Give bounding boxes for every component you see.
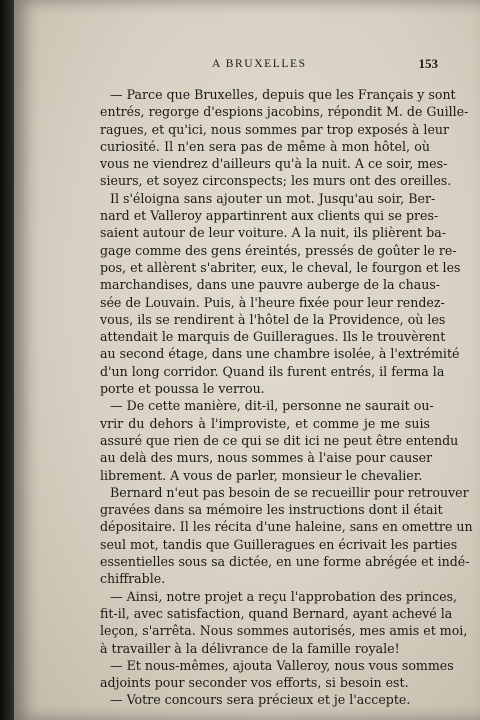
text-line: — Parce que Bruxelles, depuis que les Français y sont [110,87,456,102]
text-line: vous, ils se rendirent à l'hôtel de la Providence, où les [100,311,446,327]
text-line: — Votre concours sera précieux et je l'accepte. [110,692,411,708]
text-line: marchandises, dans une pauvre auberge de la chaus- [100,277,441,293]
text-line: chiffrable. [100,571,166,587]
text-line: vrir du dehors à l'improviste, et comme je me suis [100,415,430,431]
text-line: entrés, regorge d'espions jacobins, répondit M. de Guille- [100,104,469,120]
text-line: au delà des murs, nous sommes à l'aise pour causer [100,450,433,466]
text-line: porte et poussa le verrou. [100,381,265,397]
text-line: nard et Valleroy appartinrent aux clients qui se pres- [100,208,439,224]
page-header [14,58,480,78]
text-line: vous ne viendrez d'ailleurs qu'à la nuit. A ce soir, mes- [100,156,448,172]
running-title: A BRUXELLES [212,58,307,70]
text-line: d'un long corridor. Quand ils furent entrés, il ferma la [100,363,445,379]
text-line: essentielles sous sa dictée, en une forme abrégée et indé- [100,554,470,570]
text-line: — Ainsi, notre projet a reçu l'approbation des princes, [110,588,458,604]
text-line: gage comme des gens éreintés, pressés de goûter le re- [100,242,457,258]
text-line: au second étage, dans une chambre isolée, à l'extrémité [100,346,460,362]
text-line: seul mot, tandis que Guilleragues en écrivait les parties [100,536,458,552]
text-line: leçon, s'arrêta. Nous sommes autorisés, mes amis et moi, [100,623,468,639]
text-line: fit-il, avec satisfaction, quand Bernard, ayant achevé la [100,605,453,621]
book-page [14,0,480,720]
text-line: — De cette manière, dit-il, personne ne saurait ou- [110,398,434,414]
text-line: adjoints pour seconder vos efforts, si besoin est. [100,675,409,691]
text-line: librement. A vous de parler, monsieur le chevalier. [100,467,423,483]
text-line: saient autour de leur voiture. A la nuit, ils plièrent ba- [100,225,447,241]
text-line: Bernard n'eut pas besoin de se recueillir pour retrouver [110,484,469,500]
page-number: 153 [418,56,438,71]
body-text [100,86,473,709]
text-line: ragues, et qu'ici, nous sommes par trop exposés à leur [100,121,450,137]
text-line: assuré que rien de ce qui se dit ici ne peut être entendu [100,432,459,448]
text-line: — Et nous-mêmes, ajouta Valleroy, nous vous sommes [110,657,454,673]
text-line: sieurs, et soyez circonspects; les murs ont des oreilles. [100,173,452,189]
text-line: Il s'éloigna sans ajouter un mot. Jusqu'au soir, Ber- [110,190,436,206]
text-line: à travailler à la délivrance de la famille royale! [100,640,400,656]
text-line: gravées dans sa mémoire les instructions dont il était [100,502,443,518]
text-line: dépositaire. Il les récita d'une haleine, sans en omettre un [100,519,473,535]
text-line: attendait le marquis de Guilleragues. Ils le trouvèrent [100,329,446,345]
text-line: sée de Louvain. Puis, à l'heure fixée pour leur rendez- [100,294,445,310]
text-line: pos, et allèrent s'abriter, eux, le cheval, le fourgon et les [100,259,461,275]
text-line: curiosité. Il n'en sera pas de même à mon hôtel, où [100,138,430,154]
